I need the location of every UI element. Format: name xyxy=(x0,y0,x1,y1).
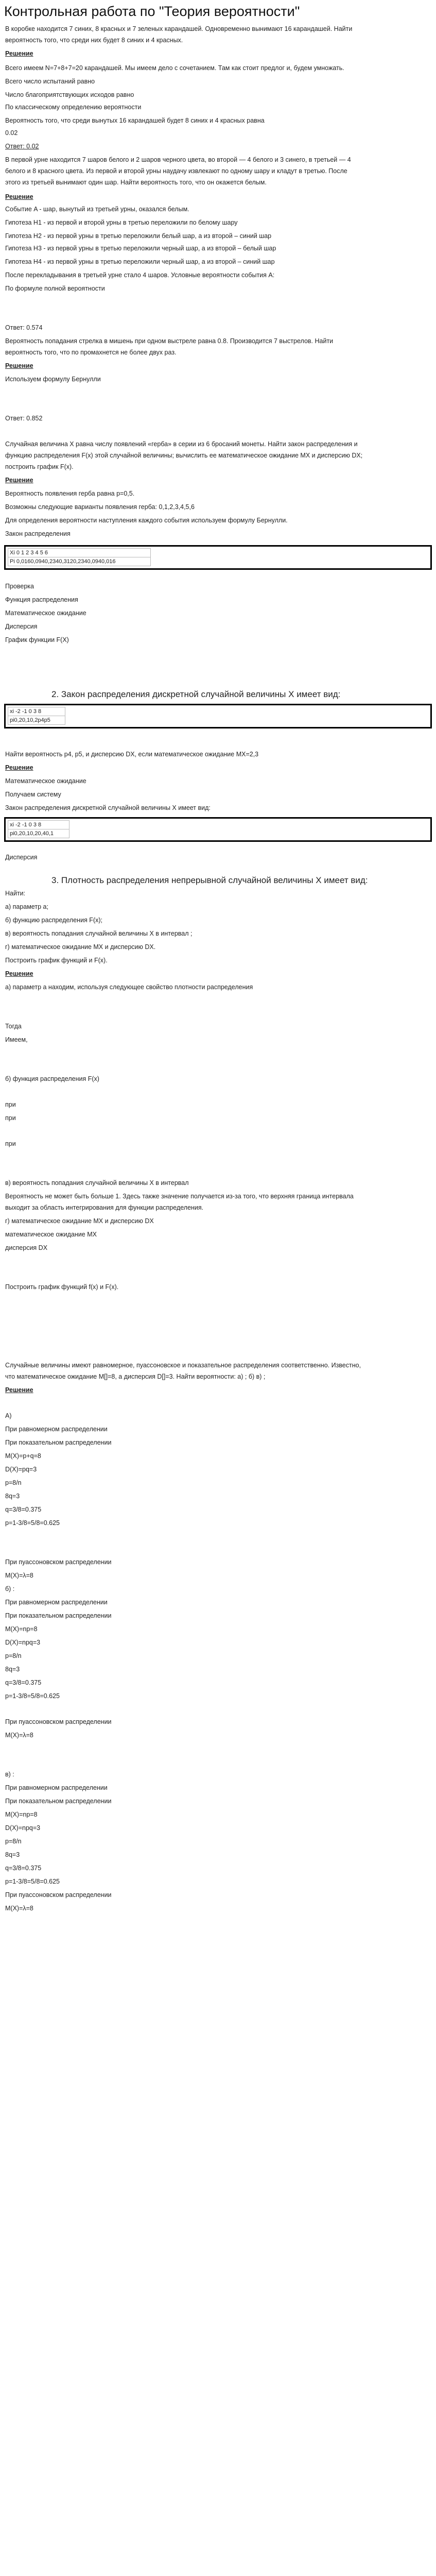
text-line: Ответ: 0.02 xyxy=(5,143,39,150)
text-line: при xyxy=(5,1114,16,1122)
text-line: б) функция распределения F(x) xyxy=(5,1075,99,1082)
text-line: 8q=3 xyxy=(5,1666,20,1673)
text-line: График функции F(X) xyxy=(5,636,69,643)
text-line: б) : xyxy=(5,1585,15,1592)
text-line: 8q=3 xyxy=(5,1851,20,1858)
text-line: При показательном распределении xyxy=(5,1798,112,1805)
text-line: г) математическое ожидание MX и дисперсию DX xyxy=(5,1217,154,1225)
text-line: D(X)=npq=3 xyxy=(5,1824,41,1832)
text-line: Случайная величина X равна числу появлений «герба» в серии из 6 бросаний монеты. Найти закон распределения и xyxy=(5,440,358,448)
solution-heading: Решение xyxy=(5,1386,33,1394)
section-heading: 2. Закон распределения дискретной случайной величины X имеет вид: xyxy=(51,689,341,699)
text-line: Вероятность не может быть больше 1. Здесь также значение получается из-за того, что верхняя граница интервала xyxy=(5,1193,354,1200)
text-line: Дисперсия xyxy=(5,623,38,630)
text-line: p=1-3/8=5/8=0.625 xyxy=(5,1878,60,1885)
text-line: при xyxy=(5,1140,16,1147)
table-row: Pi 0,0160,0940,2340,3120,2340,0940,016 xyxy=(8,557,150,566)
text-line: q=3/8=0.375 xyxy=(5,1679,42,1686)
text-line: 0.02 xyxy=(5,129,18,137)
text-line: При показательном распределении xyxy=(5,1612,112,1619)
text-line: Случайные величины имеют равномерное, пуассоновское и показательное распределения соответственно. Известно, xyxy=(5,1362,361,1369)
text-line: При равномерном распределении xyxy=(5,1599,108,1606)
text-line: 8q=3 xyxy=(5,1493,20,1500)
solution-heading: Решение xyxy=(5,362,33,369)
text-line: Гипотеза H1 - из первой и второй урны в третью переложили по белому шару xyxy=(5,219,238,226)
text-line: при xyxy=(5,1101,16,1108)
text-line: Гипотеза H3 - из первой урны в третью переложили черный шар, а из второй – белый шар xyxy=(5,245,276,252)
text-line: Гипотеза H2 - из первой урны в третью переложили белый шар, а из второй – синий шар xyxy=(5,232,272,240)
text-line: В коробке находится 7 синих, 8 красных и 7 зеленых карандашей. Одновременно вынимают 16 карандашей. Найти xyxy=(5,25,353,32)
text-line: D(X)=npq=3 xyxy=(5,1639,41,1646)
table-row: xi -2 -1 0 3 8 xyxy=(10,708,42,715)
text-line: Вероятность попадания стрелка в мишень при одном выстреле равна 0.8. Производится 7 выстрелов. Найти xyxy=(5,337,334,345)
distribution-table-3 xyxy=(4,817,432,842)
text-line: Ответ: 0.574 xyxy=(5,324,43,331)
text-line: математическое ожидание MX xyxy=(5,1231,97,1238)
text-line: в) вероятность попадания случайной величины X в интервал xyxy=(5,1179,189,1187)
text-line: При показательном распределении xyxy=(5,1439,112,1446)
text-line: Проверка xyxy=(5,583,34,590)
distribution-table-2 xyxy=(4,704,432,728)
text-line: p=8/n xyxy=(5,1838,22,1845)
solution-heading: Решение xyxy=(5,477,33,484)
text-line: Число благоприятствующих исходов равно xyxy=(5,91,134,98)
text-line: что математическое ожидание M[]=8, а дисперсия D[]=3. Найти вероятности: а) ; б) в) ; xyxy=(5,1373,266,1380)
text-line: белого и 8 красного цвета. Из первой и второй урны наудачу извлекают по одному шару и кладут в третью. После xyxy=(5,167,347,175)
text-line: При пуассоновском распределении xyxy=(5,1558,112,1566)
solution-heading: Решение xyxy=(5,193,33,200)
text-line: При пуассоновском распределении xyxy=(5,1891,112,1899)
table-row: Xi 0 1 2 3 4 5 6 xyxy=(10,550,48,556)
text-line: Функция распределения xyxy=(5,596,78,603)
text-line: M(X)=np=8 xyxy=(5,1811,38,1818)
text-line: а) параметр a находим, используя следующее свойство плотности распределения xyxy=(5,984,253,991)
section-heading: 3. Плотность распределения непрерывной случайной величины X имеет вид: xyxy=(51,875,368,885)
text-line: а) параметр a; xyxy=(5,903,48,910)
text-line: функцию распределения F(x) этой случайной величины; вычислить ее математическое ожидание MX и дисперсию DX; xyxy=(5,452,363,459)
table-row: pi0,20,10,2p4p5 xyxy=(8,716,65,724)
text-line: Закон распределения xyxy=(5,530,71,537)
text-line: При пуассоновском распределении xyxy=(5,1718,112,1725)
text-line: При равномерном распределении xyxy=(5,1426,108,1433)
solution-heading: Решение xyxy=(5,764,33,771)
text-line: Тогда xyxy=(5,1023,22,1030)
text-line: D(X)=pq=3 xyxy=(5,1466,37,1473)
text-line: q=3/8=0.375 xyxy=(5,1865,42,1872)
text-line: г) математическое ожидание MX и дисперсию DX. xyxy=(5,943,156,951)
text-line: Математическое ожидание xyxy=(5,609,86,617)
text-line: этого из третьей вынимают один шар. Найти вероятность того, что он окажется белым. xyxy=(5,179,267,186)
text-line: p=1-3/8=5/8=0.625 xyxy=(5,1519,60,1527)
text-line: Ответ: 0.852 xyxy=(5,415,43,422)
text-line: A) xyxy=(5,1412,12,1419)
text-line: M(X)=λ=8 xyxy=(5,1905,33,1912)
text-line: При равномерном распределении xyxy=(5,1784,108,1791)
text-line: б) функцию распределения F(x); xyxy=(5,917,102,924)
text-line: Возможны следующие варианты появления герба: 0,1,2,3,4,5,6 xyxy=(5,503,195,511)
text-line: По классическому определению вероятности xyxy=(5,104,142,111)
text-line: p=1-3/8=5/8=0.625 xyxy=(5,1692,60,1700)
text-line: Получаем систему xyxy=(5,791,61,798)
text-line: построить график F(x). xyxy=(5,463,74,470)
text-line: Закон распределения дискретной случайной величины X имеет вид: xyxy=(5,804,211,811)
text-line: Вероятность того, что среди вынутых 16 карандашей будет 8 синих и 4 красных равна xyxy=(5,117,265,124)
page-title: Контрольная работа по "Теория вероятности" xyxy=(4,4,300,19)
solution-heading: Решение xyxy=(5,50,33,57)
text-line: выходит за область интегрирования для функции распределения. xyxy=(5,1204,204,1211)
table-row: xi -2 -1 0 3 8 xyxy=(10,822,42,828)
text-line: p=8/n xyxy=(5,1652,22,1659)
text-line: дисперсия DX xyxy=(5,1244,48,1251)
text-line: Построить график функций и F(x). xyxy=(5,957,108,964)
text-line: в) вероятность попадания случайной величины X в интервал ; xyxy=(5,930,193,937)
text-line: Дисперсия xyxy=(5,854,38,861)
text-line: p=8/n xyxy=(5,1479,22,1486)
text-line: После перекладывания в третьей урне стало 4 шаров. Условные вероятности события A: xyxy=(5,272,275,279)
text-line: вероятность того, что по промахнется не более двух раз. xyxy=(5,349,177,356)
text-line: Построить график функций f(x) и F(x). xyxy=(5,1283,119,1291)
table-row: pi0,20,10,20,40,1 xyxy=(8,829,69,838)
text-line: Всего число испытаний равно xyxy=(5,78,95,85)
text-line: По формуле полной вероятности xyxy=(5,285,105,292)
text-line: Гипотеза H4 - из первой урны в третью переложили черный шар, а из второй – синий шар xyxy=(5,258,275,265)
text-line: Событие A - шар, вынутый из третьей урны, оказался белым. xyxy=(5,206,189,213)
distribution-table-1 xyxy=(4,545,432,570)
text-line: Имеем, xyxy=(5,1036,28,1043)
text-line: Для определения вероятности наступления каждого события используем формулу Бернулли. xyxy=(5,517,288,524)
text-line: Всего имеем N=7+8+7=20 карандашей. Мы имеем дело с сочетанием. Там как стоит предлог и, будем умножать. xyxy=(5,64,344,72)
text-line: Математическое ожидание xyxy=(5,777,86,785)
text-line: в) : xyxy=(5,1771,14,1778)
text-line: M(X)=p+q=8 xyxy=(5,1452,41,1460)
text-line: Вероятность появления герба равна p=0,5. xyxy=(5,490,135,497)
text-line: В первой урне находится 7 шаров белого и 2 шаров черного цвета, во второй — 4 белого и 3 синего, в третьей — 4 xyxy=(5,156,351,163)
solution-heading: Решение xyxy=(5,970,33,977)
text-line: Найти: xyxy=(5,890,26,897)
text-line: M(X)=λ=8 xyxy=(5,1572,33,1579)
text-line: Используем формулу Бернулли xyxy=(5,376,101,383)
text-line: q=3/8=0.375 xyxy=(5,1506,42,1513)
text-line: M(X)=np=8 xyxy=(5,1625,38,1633)
text-line: M(X)=λ=8 xyxy=(5,1732,33,1739)
text-line: вероятность того, что среди них будет 8 синих и 4 красных. xyxy=(5,37,183,44)
text-line: Найти вероятность p4, p5, и дисперсию DX, если математическое ожидание MX=2,3 xyxy=(5,751,259,758)
